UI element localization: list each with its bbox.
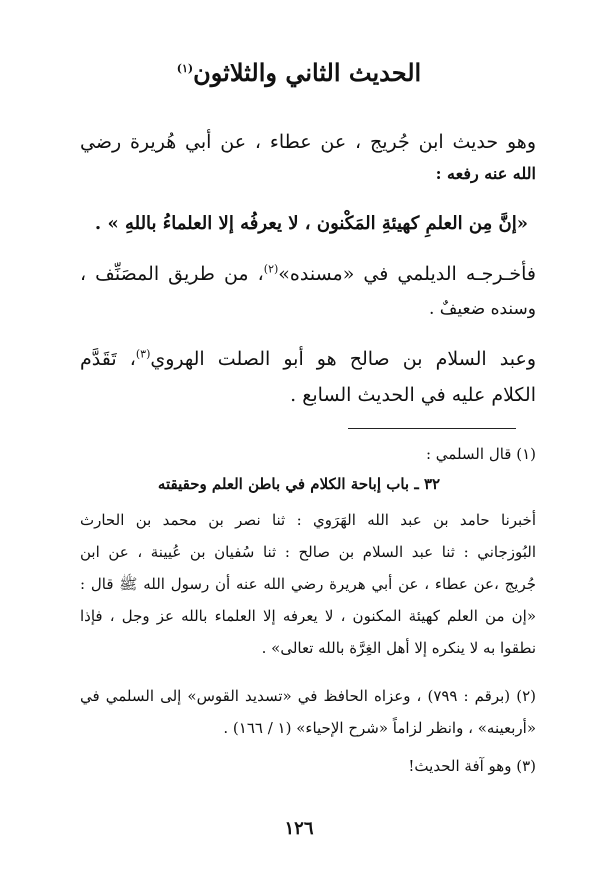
footnote-1-line2: البُوزجاني : ثنا عبد السلام بن صالح : ثنا سُفيان بن عُيينة ، عن ابن (80, 543, 536, 561)
footnote-2-line1: (٢) (برقم : ٧٩٩) ، وعزاه الحافظ في «تسديد القوس» إلى السلمي في (80, 687, 536, 705)
para3-text-before: وعبد السلام بن صالح هو أبو الصلت الهروي (150, 348, 536, 370)
footnote-marker-2: (٢) (263, 262, 279, 276)
footnote-1-line5: نطقوا به لا ينكره إلا أهل الغِرَّة بالله تعالى» . (261, 639, 536, 657)
footnote-1-line4: «إن من العلم كهيئة المكنون ، لا يعرفه إلا العلماء بالله عز وجل ، فإذا (80, 607, 536, 625)
hadith-quote: «إنَّ مِن العلمِ كهيئةِ المَكْنون ، لا يعرفُه إلا العلماءُ باللهِ » . (94, 213, 528, 234)
para3-text-after: ، تَقَدَّم (80, 348, 136, 370)
title-text: الحديث الثاني والثلاثون (193, 58, 422, 87)
para3-line2: الكلام عليه في الحديث السابع . (290, 384, 536, 406)
chapter-title: ٣٢ ـ باب إباحة الكلام في باطن العلم وحقيقته (157, 475, 441, 493)
para2-text-after: ، من طريق المصَنِّف ، (80, 263, 264, 285)
footnote-1-label: (١) قال السلمي : (425, 445, 536, 463)
para2-text-before: فأخـرجـه الديلمي في «مسنده» (278, 263, 537, 285)
para2-line2: وسنده ضعيفٌ . (429, 299, 536, 319)
footnote-marker-3: (٣) (135, 347, 151, 361)
para3-line1 (80, 345, 536, 373)
footnote-separator (348, 428, 516, 429)
footnote-1-line1: أخبرنا حامد بن عبد الله الهَرَوي : ثنا نصر بن محمد بن الحارث (80, 511, 536, 529)
footnote-3: (٣) وهو آفة الحديث! (408, 757, 536, 775)
title-footnote-marker: (١) (176, 62, 194, 75)
page-title (0, 58, 598, 87)
footnote-2-line2: «أربعينه» ، وانظر لزاماً «شرح الإحياء» (١ / ١٦٦) . (223, 719, 536, 737)
para2-line1 (80, 260, 536, 288)
para1-line1: وهو حديث ابن جُريج ، عن عطاء ، عن أبي هُريرة رضي (80, 131, 536, 153)
page-number: ١٢٦ (284, 818, 314, 839)
para1-line2: الله عنه رفعه : (435, 164, 536, 183)
footnote-1-line3: جُريج ،عن عطاء ، عن أبي هريرة رضي الله عنه أن رسول الله ﷺ قال : (80, 575, 536, 593)
